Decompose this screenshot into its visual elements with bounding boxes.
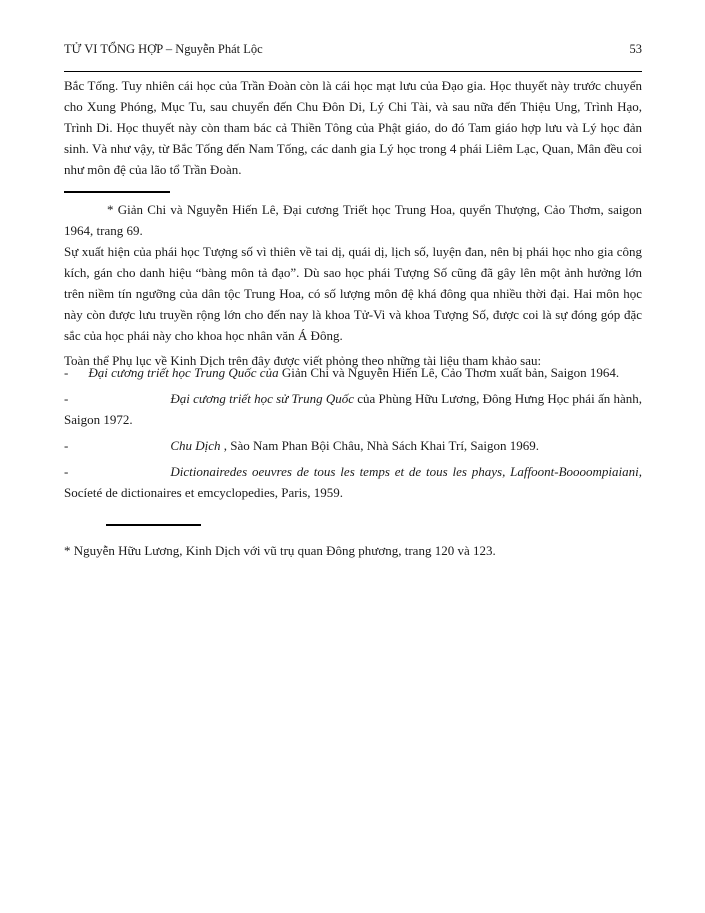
- page-number: 53: [629, 42, 642, 56]
- main-section: [64, 241, 642, 371]
- intro-paragraph: Bắc Tống. Tuy nhiên cái học của Trần Đoàn còn là cái học mạt lưu của Đạo gia. Học thuyết này trước chuyển cho Xung Phóng, Mục Tu, sau chuyển đến Chu Đôn Di, Lý Chi Tài, và sau nữa đến Thiệu Ung, Trình Hạo, Trình Di. Học thuyết này còn tham bác cả Thiền Tông của Phật giáo, do đó Tam giáo hợp lưu và Lý học đản sinh. Và như vậy, từ Bắc Tống đến Nam Tống, các danh gia Lý học trong 4 phái Liêm Lạc, Quan, Mân đều coi như môn đệ của lão tổ Trần Đoàn.: [64, 78, 642, 177]
- reference-dash: -: [64, 391, 69, 406]
- reference-details: , Sào Nam Phan Bội Châu, Nhà Sách Khai Trí, Saigon 1969.: [220, 438, 540, 453]
- reference-item: [64, 461, 642, 503]
- footnote-separator-2: [106, 524, 201, 526]
- footnote-1: [64, 199, 642, 241]
- page-header: [64, 42, 642, 57]
- reference-item: [64, 362, 642, 383]
- reference-details: của Phùng Hữu Lương, Đông Hưng Học phái ấn hành, Saigon 1972.: [64, 391, 642, 427]
- reference-details: Giản Chi và Nguyễn Hiến Lê, Cảo Thơm xuất bản, Saigon 1964.: [278, 365, 620, 380]
- reference-title: Dictionairedes oeuvres de tous les temps et de tous les phays, Laffoont-Boooompiaiani,: [170, 464, 642, 479]
- reference-item: [64, 435, 642, 456]
- reference-dash: -: [64, 365, 69, 380]
- reference-list: [64, 362, 642, 503]
- header-title: TỬ VI TỔNG HỢP – Nguyễn Phát Lộc: [64, 42, 263, 56]
- reference-title: Đại cương triết học sử Trung Quốc: [170, 391, 354, 406]
- footnote-1-text: * Giản Chi và Nguyễn Hiến Lê, Đại cương Triết học Trung Hoa, quyển Thượng, Cảo Thơm, saigon 1964, trang 69.: [64, 202, 642, 238]
- reference-details: Socíeté de dictionaires et emcyclopedies, Paris, 1959.: [64, 485, 344, 500]
- paragraph-3: Toàn thể Phụ lục về Kinh Dịch trên đây được viết phỏng theo những tài liệu tham khảo sau:: [64, 353, 542, 368]
- reference-dash: -: [64, 464, 69, 479]
- footnote-2: [64, 540, 642, 561]
- reference-item: [64, 388, 642, 430]
- intro-section: [64, 75, 642, 180]
- paragraph-2: Sự xuất hiện của phái học Tượng số vì thiên về tai dị, quái dị, lịch số, luyện đan, nên bị phái học nho gia công kích, gán cho danh hiệu “bàng môn tả đạo”. Dù sao học phái Tượng Số cũng đã gây lên một ảnh hưởng lớn trên niềm tín ngưỡng của dân tộc Trung Hoa, có số lượng môn đệ khá đông qua nhiều thời đại. Hai môn học này còn được lưu truyền rộng lớn cho đến nay là khoa Tử-Vi và khoa Tượng Số, được coi là sự đóng góp đặc sắc của học phái này cho khoa học nhân văn Á Đông.: [64, 244, 642, 343]
- header-rule: [64, 71, 642, 72]
- footnote-2-text: * Nguyễn Hữu Lương, Kinh Dịch với vũ trụ quan Đông phương, trang 120 và 123.: [64, 543, 496, 558]
- reference-title: Đại cương triết học Trung Quốc của: [88, 365, 279, 380]
- reference-dash: -: [64, 438, 69, 453]
- footnote-separator: [64, 191, 170, 193]
- reference-title: Chu Dịch: [170, 438, 221, 453]
